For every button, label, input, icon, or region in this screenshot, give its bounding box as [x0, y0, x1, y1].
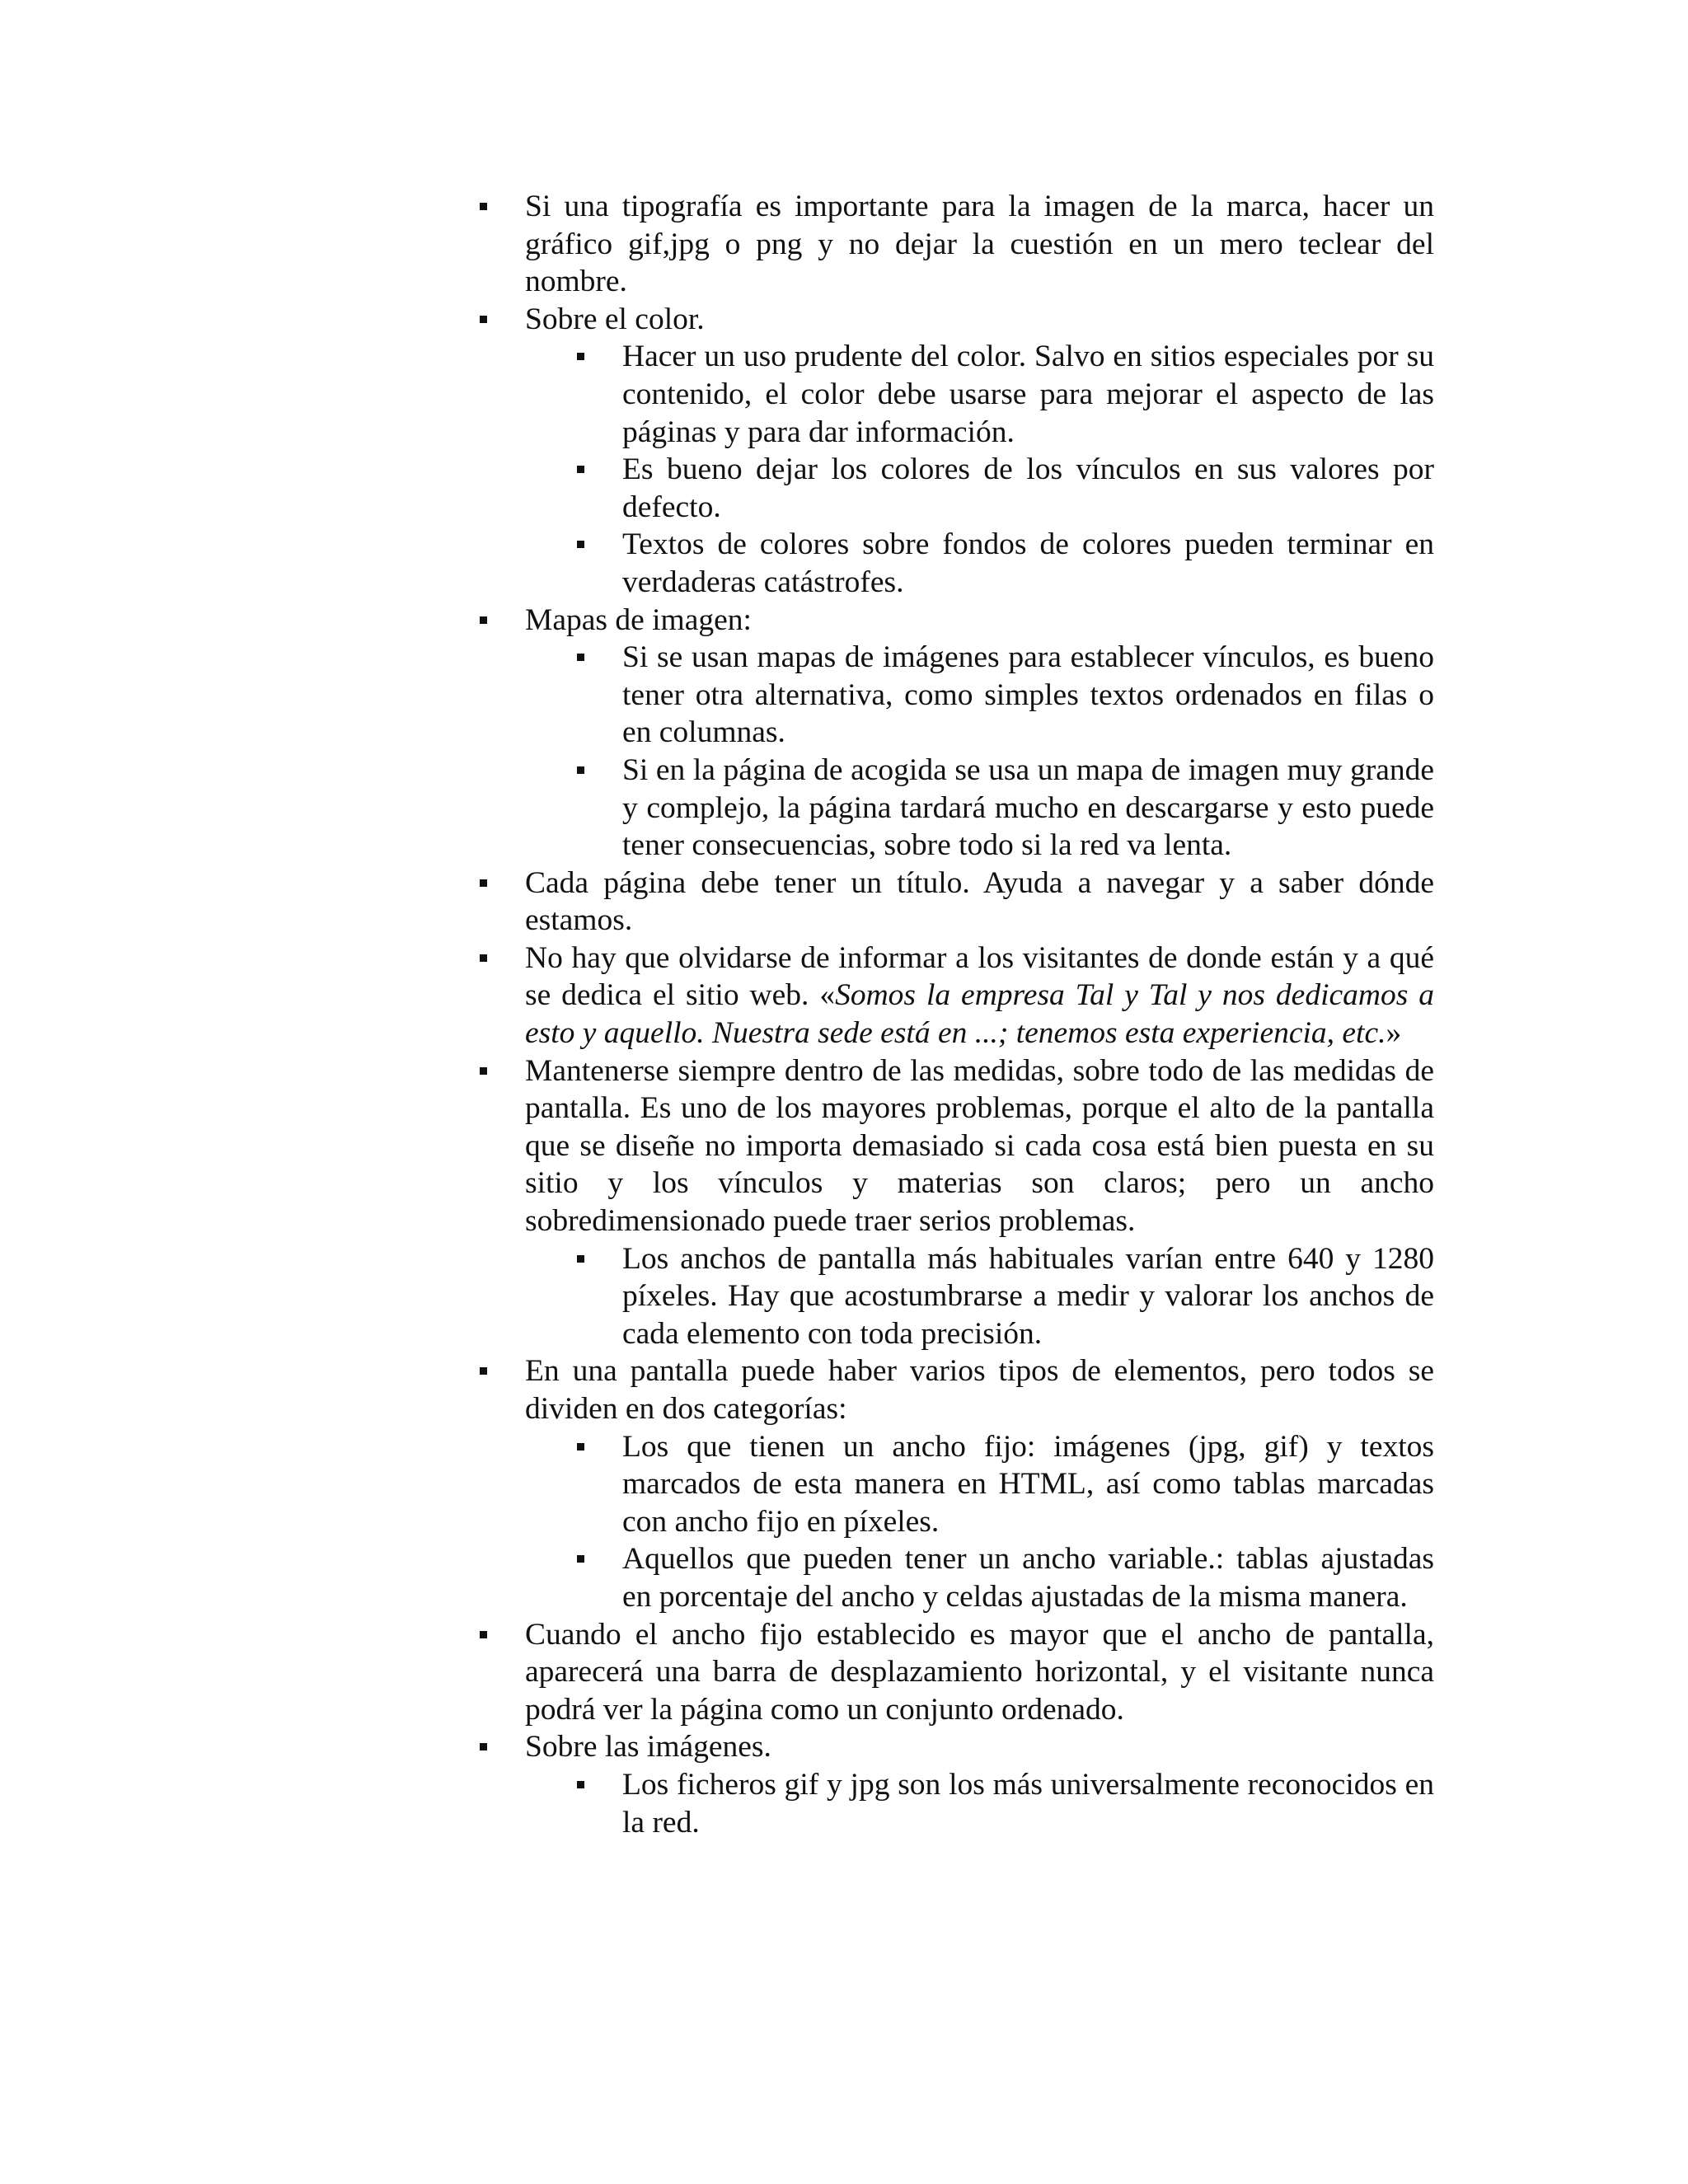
- square-bullet-icon: [480, 954, 487, 962]
- sub-list-item: [575, 1240, 1434, 1353]
- list-item: [478, 1728, 1434, 1766]
- square-bullet-icon: [480, 616, 487, 624]
- list-item-text-italic: Somos la empresa Tal y Tal y nos dedicamos a esto y aquello. Nuestra sede está en ...; tenemos esta experiencia, etc.: [525, 978, 1435, 1051]
- sub-list-item: [575, 1766, 1434, 1841]
- sub-list-item: [575, 1428, 1434, 1541]
- bullet-list: [478, 188, 1434, 1841]
- list-item-text: En una pantalla puede haber varios tipos de elementos, pero todos se dividen en dos categorías:: [525, 1354, 1434, 1426]
- sub-bullet-list: [478, 1428, 1434, 1616]
- sub-list-item: [575, 451, 1434, 526]
- square-bullet-icon: [577, 1443, 584, 1451]
- sub-bullet-list: [478, 338, 1434, 601]
- list-item-text: Mapas de imagen:: [525, 602, 752, 637]
- list-item: [478, 602, 1434, 640]
- square-bullet-icon: [480, 316, 487, 323]
- square-bullet-icon: [577, 1255, 584, 1263]
- square-bullet-icon: [480, 1631, 487, 1638]
- sub-list-item: [575, 639, 1434, 752]
- sub-list-item-text: Los ficheros gif y jpg son los más universalmente reconocidos en la red.: [622, 1767, 1434, 1840]
- sub-list-item-text: Es bueno dejar los colores de los vínculos en sus valores por defecto.: [622, 452, 1434, 524]
- list-item: [478, 1616, 1434, 1729]
- list-item-text: Mantenerse siempre dentro de las medidas, sobre todo de las medidas de pantalla. Es uno de los mayores problemas, porque el alto de la pantalla que se diseñe no importa demasiado si cada cosa está bien puesta en su sitio y los vínculos y materias son claros; pero un ancho sobredimensionado puede traer serios problemas.: [525, 1053, 1434, 1239]
- list-item: [478, 188, 1434, 301]
- list-item-text: Sobre las imágenes.: [525, 1730, 771, 1765]
- square-bullet-icon: [480, 203, 487, 210]
- square-bullet-icon: [480, 879, 487, 887]
- sub-list-item: [575, 338, 1434, 451]
- list-item-text: Cada página debe tener un título. Ayuda a navegar y a saber dónde estamos.: [525, 865, 1434, 938]
- list-item: [478, 865, 1434, 940]
- square-bullet-icon: [480, 1367, 487, 1375]
- list-item: [478, 1352, 1434, 1427]
- square-bullet-icon: [577, 466, 584, 473]
- sub-bullet-list: [478, 1766, 1434, 1841]
- list-item-text-after: »: [1386, 1016, 1402, 1051]
- list-item-text: Cuando el ancho fijo establecido es mayor que el ancho de pantalla, aparecerá una barra de desplazamiento horizontal, y el visitante nunca podrá ver la página como un conjunto ordenado.: [525, 1617, 1434, 1727]
- list-item-text: Si una tipografía es importante para la imagen de la marca, hacer un gráfico gif,jpg o png y no dejar la cuestión en un mero teclear del nombre.: [525, 190, 1434, 299]
- sub-list-item-text: Aquellos que pueden tener un ancho variable.: tablas ajustadas en porcentaje del ancho y celdas ajustadas de la misma manera.: [622, 1542, 1434, 1614]
- square-bullet-icon: [577, 541, 584, 548]
- square-bullet-icon: [480, 1067, 487, 1075]
- sub-list-item: [575, 752, 1434, 865]
- square-bullet-icon: [577, 1555, 584, 1563]
- list-item: [478, 301, 1434, 339]
- sub-list-item-text: Los que tienen un ancho fijo: imágenes (jpg, gif) y textos marcados de esta manera en HTML, así como tablas marcadas con ancho fijo en píxeles.: [622, 1429, 1434, 1539]
- square-bullet-icon: [577, 654, 584, 661]
- sub-list-item-text: Si se usan mapas de imágenes para establecer vínculos, es bueno tener otra alternativa, como simples textos ordenados en filas o en columnas.: [622, 640, 1434, 750]
- sub-list-item: [575, 526, 1434, 601]
- square-bullet-icon: [577, 353, 584, 360]
- square-bullet-icon: [577, 766, 584, 774]
- list-item: [478, 1052, 1434, 1240]
- list-item-text: Sobre el color.: [525, 302, 705, 336]
- square-bullet-icon: [480, 1743, 487, 1750]
- sub-bullet-list: [478, 639, 1434, 865]
- square-bullet-icon: [577, 1781, 584, 1788]
- sub-list-item-text: Si en la página de acogida se usa un mapa de imagen muy grande y complejo, la página tardará mucho en descargarse y esto puede tener consecuencias, sobre todo si la red va lenta.: [622, 752, 1434, 863]
- document-body: [478, 188, 1434, 1841]
- sub-list-item-text: Los anchos de pantalla más habituales varían entre 640 y 1280 píxeles. Hay que acostumbrarse a medir y valorar los anchos de cada elemento con toda precisión.: [622, 1241, 1434, 1351]
- sub-list-item-text: Textos de colores sobre fondos de colores pueden terminar en verdaderas catástrofes.: [622, 527, 1434, 599]
- sub-bullet-list: [478, 1240, 1434, 1353]
- list-item-text-before: No hay que olvidarse de informar a los visitantes de donde están y a qué se dedica el sitio web. «: [525, 940, 1434, 1013]
- list-item: [478, 940, 1434, 1052]
- sub-list-item: [575, 1540, 1434, 1615]
- sub-list-item-text: Hacer un uso prudente del color. Salvo en sitios especiales por su contenido, el color debe usarse para mejorar el aspecto de las páginas y para dar información.: [622, 340, 1434, 449]
